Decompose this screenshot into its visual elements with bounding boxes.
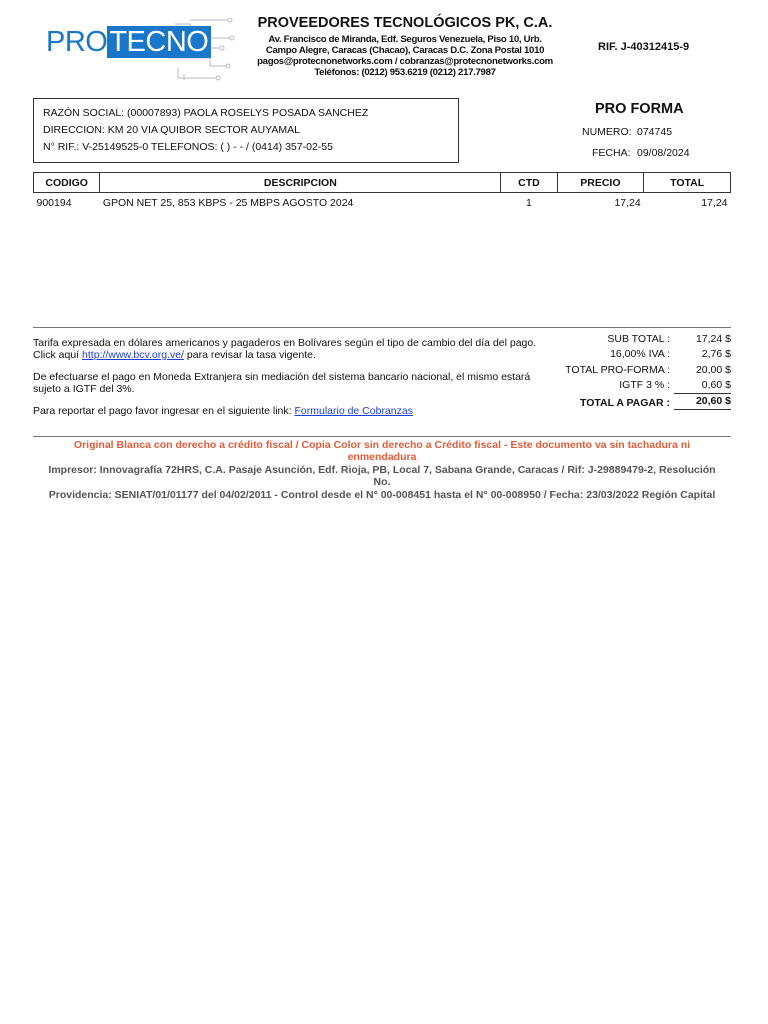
client-rif-telefonos: N° RIF.: V-25149525-0 TELEFONOS: ( ) - - / (0414) 357-02-55 (43, 141, 333, 153)
legal-impresor (33, 464, 731, 488)
row-descripcion: GPON NET 25, 853 KBPS - 25 MBPS AGOSTO 2024 (102, 197, 354, 209)
header-descripcion: DESCRIPCION (100, 173, 501, 193)
row-total: 17,24 (701, 197, 728, 209)
header-total: TOTAL (644, 173, 731, 193)
total-pagar-label: TOTAL A PAGAR : (579, 397, 670, 409)
igtf-value: 0,60 $ (701, 379, 731, 391)
legal-original-line-2: enmendadura (347, 451, 417, 463)
legal-original-line-1: Original Blanca con derecho a crédito fiscal / Copia Color sin derecho a Crédito fiscal - Este documento va sin tachadura ni (73, 439, 691, 451)
subtotal-label: SUB TOTAL : (607, 333, 670, 345)
proforma-title: PRO FORMA (595, 101, 684, 117)
legal-original (33, 439, 731, 463)
total-proforma-value: 20,00 $ (695, 364, 731, 376)
logo-pro: PRO (46, 26, 108, 58)
cobranzas-form-link[interactable]: Formulario de Cobranzas (294, 405, 413, 417)
legal-divider (33, 436, 731, 437)
header-precio: PRECIO (557, 173, 644, 193)
logo-wordmark (46, 26, 211, 59)
logo-tecno: TECNO (107, 26, 211, 58)
iva-label: 16,00% IVA : (610, 348, 670, 360)
total-underline (674, 393, 731, 394)
client-direccion: DIRECCION: KM 20 VIA QUIBOR SECTOR AUYAMAL (43, 124, 300, 136)
row-ctd: 1 (526, 197, 532, 209)
items-table (33, 172, 731, 213)
note-igtf-line-1: De efectuarse el pago en Moneda Extranjera sin mediación del sistema bancario nacional, el mismo estará (33, 371, 531, 383)
note-igtf-line-2: sujeto a IGTF del 3%. (33, 383, 135, 395)
total-pagar-value: 20,60 $ (695, 395, 731, 407)
company-address-1: Av. Francisco de Miranda, Edf. Seguros Venezuela, Piso 10, Urb. (268, 34, 542, 45)
iva-value: 2,76 $ (701, 348, 731, 360)
footer-divider (33, 327, 731, 328)
proforma-fecha-label: FECHA: (592, 147, 631, 159)
note-reportar (33, 405, 563, 417)
company-name: PROVEEDORES TECNOLÓGICOS PK, C.A. (257, 15, 553, 31)
note-tarifa-post: para revisar la tasa vigente. (186, 349, 316, 361)
header-ctd: CTD (501, 173, 557, 193)
table-row (34, 193, 731, 214)
client-razon-social: RAZÓN SOCIAL: (00007893) PAOLA ROSELYS POSADA SANCHEZ (43, 107, 369, 119)
legal-impresor-line-2: No. (373, 476, 391, 488)
company-phones: Teléfonos: (0212) 953.6219 (0212) 217.7987 (314, 67, 496, 78)
client-info-box (33, 98, 459, 163)
legal-providencia: Providencia: SENIAT/01/01177 del 04/02/2011 - Control desde el N° 00-008451 hasta el N° 00-008950 / Fecha: 23/03/2022 Región Capital (48, 489, 716, 501)
header-codigo: CODIGO (34, 173, 100, 193)
note-tarifa (33, 337, 563, 361)
proforma-fecha: 09/08/2024 (637, 147, 690, 159)
subtotal-value: 17,24 $ (695, 333, 731, 345)
row-precio: 17,24 (614, 197, 641, 209)
row-codigo: 900194 (36, 197, 72, 209)
company-rif: RIF. J-40312415-9 (598, 41, 690, 53)
note-igtf (33, 371, 563, 395)
bcv-link[interactable]: http://www.bcv.org.ve/ (82, 349, 184, 361)
table-header-row (34, 173, 731, 193)
legal-impresor-line-1: Impresor: Innovagrafía 72HRS, C.A. Pasaje Asunción, Edf. Rioja, PB, Local 7, Sabana Grande, Caracas / Rif: J-29889479-2, Resolución (48, 464, 716, 476)
company-emails: pagos@protecnonetworks.com / cobranzas@protecnonetworks.com (257, 56, 553, 67)
proforma-numero-label: NUMERO: (582, 126, 632, 138)
proforma-numero: 074745 (637, 126, 673, 138)
note-tarifa-line-1: Tarifa expresada en dólares americanos y pagaderos en Bolívares según el tipo de cambio del día del pago. (33, 337, 537, 349)
total-proforma-label: TOTAL PRO-FORMA : (565, 364, 670, 376)
total-bottom-line (674, 409, 731, 410)
igtf-label: IGTF 3 % : (619, 379, 670, 391)
company-address-2: Campo Alegre, Caracas (Chacao), Caracas D.C. Zona Postal 1010 (265, 45, 545, 56)
note-reportar-text: Para reportar el pago favor ingresar en el siguiente link: (33, 405, 292, 417)
note-tarifa-click: Click aquí (33, 349, 80, 361)
